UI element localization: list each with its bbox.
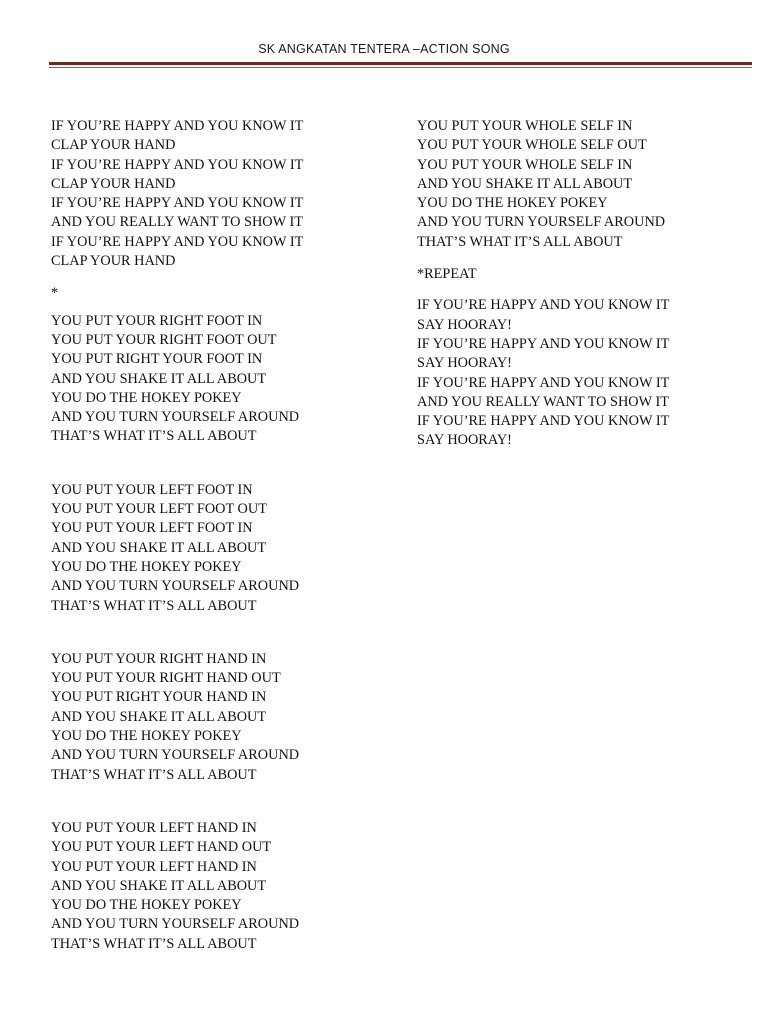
lyric-line: CLAP YOUR HAND	[51, 137, 176, 154]
lyric-line: AND YOU REALLY WANT TO SHOW IT	[417, 393, 669, 410]
lyric-line: SAY HOORAY!	[417, 316, 512, 333]
stanza-right-foot	[51, 312, 303, 447]
lyric-line: IF YOU’RE HAPPY AND YOU KNOW IT	[51, 233, 304, 250]
stanza-left-hand	[51, 819, 303, 954]
lyric-line: SAY HOORAY!	[417, 355, 512, 372]
stanza-gap	[417, 284, 669, 296]
lyric-line: IF YOU’RE HAPPY AND YOU KNOW IT	[417, 374, 670, 391]
lyric-line: YOU PUT RIGHT YOUR HAND IN	[51, 689, 267, 706]
lyric-line: YOU PUT YOUR LEFT HAND OUT	[51, 839, 272, 856]
lyric-line: THAT’S WHAT IT’S ALL ABOUT	[51, 766, 257, 783]
lyric-line: YOU DO THE HOKEY POKEY	[51, 897, 242, 914]
lyric-line: YOU DO THE HOKEY POKEY	[417, 195, 608, 212]
lyric-line: YOU DO THE HOKEY POKEY	[51, 389, 242, 406]
repeat-marker: *REPEAT	[417, 266, 477, 283]
lyric-line: IF YOU’RE HAPPY AND YOU KNOW IT	[417, 413, 670, 430]
lyric-line: YOU PUT YOUR RIGHT HAND OUT	[51, 670, 281, 687]
lyric-line: YOU DO THE HOKEY POKEY	[51, 728, 242, 745]
lyric-line: YOU PUT YOUR RIGHT FOOT OUT	[51, 331, 277, 348]
stanza-gap	[51, 304, 303, 312]
lyric-line: YOU PUT YOUR WHOLE SELF IN	[417, 156, 633, 173]
lyric-line: AND YOU TURN YOURSELF AROUND	[417, 214, 666, 231]
lyric-line: AND YOU TURN YOURSELF AROUND	[51, 747, 300, 764]
lyric-line: YOU PUT YOUR LEFT FOOT IN	[51, 481, 253, 498]
lyric-line: CLAP YOUR HAND	[51, 253, 176, 270]
lyric-line: THAT’S WHAT IT’S ALL ABOUT	[51, 935, 257, 952]
lyric-line: IF YOU’RE HAPPY AND YOU KNOW IT	[417, 297, 670, 314]
lyric-line: YOU PUT YOUR WHOLE SELF OUT	[417, 137, 647, 154]
lyric-line: IF YOU’RE HAPPY AND YOU KNOW IT	[51, 195, 304, 212]
lyric-line: YOU PUT RIGHT YOUR FOOT IN	[51, 351, 263, 368]
lyric-line: CLAP YOUR HAND	[51, 175, 176, 192]
stanza-right-hand	[51, 650, 303, 785]
stanza-final-chorus	[417, 296, 669, 450]
stanza-gap	[51, 447, 303, 481]
lyric-line: AND YOU SHAKE IT ALL ABOUT	[51, 539, 267, 556]
header-rule-thin	[49, 67, 752, 68]
lyric-line: AND YOU SHAKE IT ALL ABOUT	[51, 370, 267, 387]
lyric-line: YOU PUT YOUR RIGHT HAND IN	[51, 650, 267, 667]
left-column	[51, 117, 303, 954]
lyric-line: AND YOU TURN YOURSELF AROUND	[51, 578, 300, 595]
document-header: SK ANGKATAN TENTERA –ACTION SONG	[258, 42, 510, 56]
lyric-line: AND YOU TURN YOURSELF AROUND	[51, 916, 300, 933]
lyric-line: YOU PUT YOUR WHOLE SELF IN	[417, 118, 633, 134]
lyric-line: AND YOU SHAKE IT ALL ABOUT	[51, 708, 267, 725]
lyric-line: YOU PUT YOUR LEFT FOOT IN	[51, 520, 253, 537]
stanza-whole-self	[417, 117, 669, 252]
lyric-line: AND YOU REALLY WANT TO SHOW IT	[51, 214, 303, 231]
lyric-line: YOU PUT YOUR LEFT FOOT OUT	[51, 501, 267, 518]
stanza-gap	[51, 616, 303, 650]
stanza-gap	[51, 785, 303, 819]
header-rule	[49, 62, 752, 65]
stanza-gap	[417, 252, 669, 265]
right-column	[417, 117, 669, 451]
lyric-line: IF YOU’RE HAPPY AND YOU KNOW IT	[51, 118, 304, 134]
lyric-line: THAT’S WHAT IT’S ALL ABOUT	[51, 428, 257, 445]
lyric-line: YOU PUT YOUR RIGHT FOOT IN	[51, 312, 263, 329]
lyric-line: IF YOU’RE HAPPY AND YOU KNOW IT	[51, 156, 304, 173]
lyric-line: AND YOU SHAKE IT ALL ABOUT	[51, 877, 267, 894]
repeat-asterisk: *	[51, 285, 59, 302]
lyric-line: THAT’S WHAT IT’S ALL ABOUT	[51, 597, 257, 614]
stanza-left-foot	[51, 481, 303, 616]
lyric-line: THAT’S WHAT IT’S ALL ABOUT	[417, 233, 623, 250]
lyric-line: YOU DO THE HOKEY POKEY	[51, 558, 242, 575]
lyric-line: YOU PUT YOUR LEFT HAND IN	[51, 858, 257, 875]
lyric-line: AND YOU TURN YOURSELF AROUND	[51, 409, 300, 426]
lyric-line: IF YOU’RE HAPPY AND YOU KNOW IT	[417, 335, 670, 352]
lyric-line: SAY HOORAY!	[417, 432, 512, 449]
stanza-gap	[51, 271, 303, 284]
stanza-chorus	[51, 117, 303, 271]
lyric-line: AND YOU SHAKE IT ALL ABOUT	[417, 175, 633, 192]
lyric-line: YOU PUT YOUR LEFT HAND IN	[51, 819, 257, 836]
